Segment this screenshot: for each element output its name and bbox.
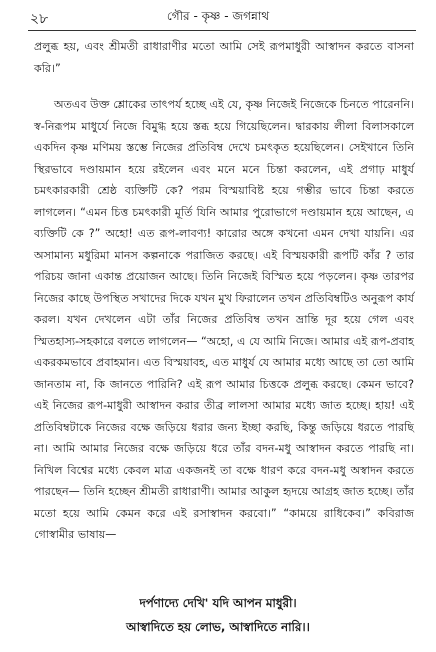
verse-quote [0,591,436,639]
running-head-title: গৌর - কৃষ্ণ - জগন্নাথ [166,9,270,23]
verse-line-2: আস্বাদিতে হয় লোভ, আস্বাদিতে নারি।। [126,620,310,634]
page-number: ২৮ [30,11,49,27]
paragraph-main: অতএব উক্ত শ্লোকের তাৎপর্য হচ্ছে এই যে, কৃষ্ণ নিজেই নিজেকে চিনতে পারেননি। স্ব-নিরূপম মাধুর্যে নিজে বিমুগ্ধ হয়ে স্তব্ধ হয়ে গিয়েছিলেন। দ্বারকায় লীলা বিলাসকালে একদিন কৃষ্ণ মণিময় স্তম্ভে নিজের প্রতিবিম্ব দেখে চমৎকৃত হয়েছিলেন। সেইখানে তিনি স্থিরভাবে দণ্ডায়মান হয়ে রইলেন এবং মনে মনে চিন্তা করলেন, এই প্রগাঢ় মাধুর্য চমৎকারকারী শ্রেষ্ঠ ব্যক্তিটি কে? পরম বিস্ময়াবিষ্ট হয়ে গম্ভীর ভাবে চিন্তা করতে লাগলেন। “এমন চিত্ত চমৎকারী মূর্তি যিনি আমার পুরোভাগে দণ্ডায়মান হয়ে আছেন, এ ব্যক্তিটি কে ?” অহো! এত রূপ-লাবণ্য! কারোর অঙ্গে কখনো এমন দেখা যায়নি। এর অসামান্য মধুরিমা মানস কল্পনাকে পরাজিত করছে। এই বিস্ময়কারী রূপটি কাঁর ? তার পরিচয় জানা একান্ত প্রয়োজন আছে। তিনি নিজেই বিস্মিত হয়ে পড়লেন। কৃষ্ণ তারপর নিজের কাছে উপস্থিত সখাদের দিকে যখন মুখ ফিরালেন তখন প্রতিবিম্বটিও অনুরূপ কার্য করল। যখন দেখলেন এটা তাঁর নিজের প্রতিবিম্ব তখন ভ্রান্তি দূর হয়ে গেল এবং স্মিতহাস্য-সহকারে বলতে লাগলেন— “অহো, এ যে আমি নিজে। আমার এই রূপ-প্রবাহ একরকমভাবে প্রবাহমান। এত বিস্ময়াবহ, এত মাধুর্য যে আমার মধ্যে আছে তা তো আমি জানতাম না, কি জানতে পারিনি? এই রূপ আমার চিত্তকে প্রলুব্ধ করছে। কেমন ভাবে? এই নিজের রূপ-মাধুরী আস্বাদন করার তীব্র লালসা আমার মধ্যে জাত হচ্ছে। হায়! এই প্রতিবিম্বটাকে নিজের বক্ষে জড়িয়ে ধরার জন্য ইচ্ছা করছি, কিন্তু জড়িয়ে ধরতে পারছি না। আমি আমার নিজের বক্ষে জড়িয়ে ধরে তাঁর বদন-মধু আস্বাদন করতে পারছি না। নিখিল বিশ্বের মধ্যে কেবল মাত্র একজনই তা বক্ষে ধারণ করে বদন-মধু অস্বাদন করতে পারছেন— তিনি হচ্ছেন শ্রীমতী রাধারাণী। আমার আকুল হৃদয়ে আগ্রহ জাত হচ্ছে। তাঁর মতো হয়ে আমি কেমন করে এই রসাস্বাদন করবো।” “কাময়ে রাধিকেব।” কবিরাজ গোস্বামীর ভাষায়— [34,98,414,541]
paragraph-spacer [34,79,414,94]
paragraph-continuation: প্রলুব্ধ হয়, এবং শ্রীমতী রাধারাণীর মতো আমি সেই রূপমাধুরী আস্বাদন করতে বাসনা করি।” [34,40,414,75]
header-divider [28,30,416,31]
body-text [34,36,414,546]
verse-line-1: দর্পণাদ্যে দেখি' যদি আপন মাধুরী। [139,596,297,610]
